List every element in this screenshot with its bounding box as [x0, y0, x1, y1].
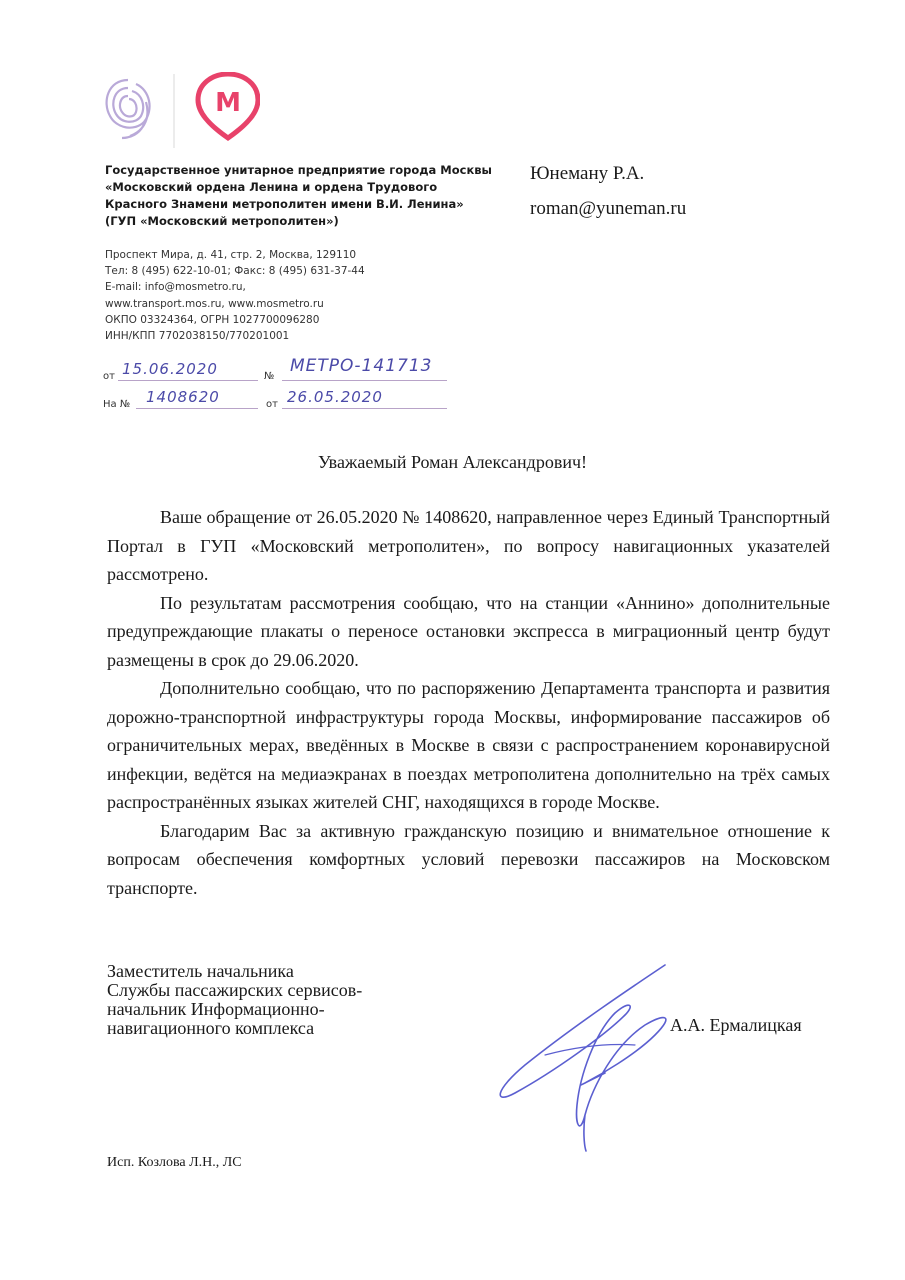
- recipient-name: Юнеману Р.А.: [530, 163, 645, 184]
- letter-body: [107, 503, 830, 902]
- body-paragraph: Ваше обращение от 26.05.2020 № 1408620, направленное через Единый Транспортный Портал в ГУП «Московский метрополитен», по вопросу навигационных указателей рассмотрено.: [107, 507, 830, 584]
- salutation: Уважаемый Роман Александрович!: [317, 452, 588, 472]
- org-line: Государственное унитарное предприятие города Москвы: [105, 163, 492, 177]
- signatory-title-line: начальник Информационно-: [107, 999, 325, 1019]
- outgoing-number-line: [282, 380, 447, 381]
- reference-number-line: [136, 408, 258, 409]
- signatory-title-line: Службы пассажирских сервисов-: [107, 980, 363, 1000]
- body-paragraph: Благодарим Вас за активную гражданскую позицию и внимательное отношение к вопросам обеспечения комфортных условий перевозки пассажиров на Московском транспорте.: [107, 820, 830, 898]
- executor-note: Исп. Козлова Л.Н., ЛС: [107, 1155, 242, 1170]
- outgoing-date-line: [118, 380, 258, 381]
- handwritten-signature: [485, 955, 715, 1155]
- reference-date-line: [282, 408, 447, 409]
- contact-line: ИНН/КПП 7702038150/770201001: [105, 330, 290, 343]
- reference-number-value: 1408620: [146, 388, 220, 406]
- body-paragraph: Дополнительно сообщаю, что по распоряжению Департамента транспорта и развития дорожно-транспортной инфраструктуры города Москвы, информирование пассажиров об ограничительных мерах, введённых в Москве в связи с распространением коронавирусной инфекции, ведётся на медиаэкранах в поездах метрополитена дополнительно на трёх самых распространённых языках жителей СНГ, находящихся в городе Москве.: [107, 678, 830, 812]
- transport-logo-icon: [107, 80, 150, 138]
- contact-line: Проспект Мира, д. 41, стр. 2, Москва, 129110: [105, 249, 357, 261]
- contact-line: E-mail: info@mosmetro.ru,: [105, 281, 246, 294]
- contact-line: Тел: 8 (495) 622-10-01; Факс: 8 (495) 631-37-44: [105, 265, 365, 278]
- signatory-name: А.А. Ермалицкая: [670, 1015, 802, 1035]
- contact-line: www.transport.mos.ru, www.mosmetro.ru: [105, 297, 324, 310]
- reference-date-label: от: [266, 399, 278, 410]
- outgoing-date-value: 15.06.2020: [122, 360, 218, 378]
- signatory-title: [107, 962, 362, 1038]
- svg-text:М: М: [215, 88, 241, 118]
- organization-contacts: [105, 247, 505, 344]
- contact-line: ОКПО 03324364, ОГРН 1027700096280: [105, 313, 320, 326]
- recipient-email: roman@yuneman.ru: [530, 198, 687, 219]
- org-line: (ГУП «Московский метрополитен»): [105, 214, 339, 228]
- reference-date-value: 26.05.2020: [287, 388, 383, 406]
- recipient-block: [530, 156, 686, 226]
- letterhead-logos: [100, 72, 260, 152]
- outgoing-number-label: №: [264, 371, 275, 382]
- signatory-title-line: Заместитель начальника: [107, 961, 294, 981]
- org-line: Красного Знамени метрополитен имени В.И. Ленина»: [105, 197, 464, 211]
- signatory-title-line: навигационного комплекса: [107, 1018, 315, 1038]
- reference-number-label: На №: [103, 399, 131, 410]
- metro-logo-icon: [198, 74, 258, 138]
- outgoing-date-label: от: [103, 371, 115, 382]
- organization-name: [105, 162, 505, 230]
- body-paragraph: По результатам рассмотрения сообщаю, что на станции «Аннино» дополнительные предупреждающие плакаты о переносе остановки экспресса в миграционный центр будут размещены в срок до 29.06.2020.: [107, 592, 830, 670]
- org-line: «Московский ордена Ленина и ордена Трудового: [105, 180, 438, 194]
- outgoing-number-value: МЕТРО-141713: [290, 356, 433, 376]
